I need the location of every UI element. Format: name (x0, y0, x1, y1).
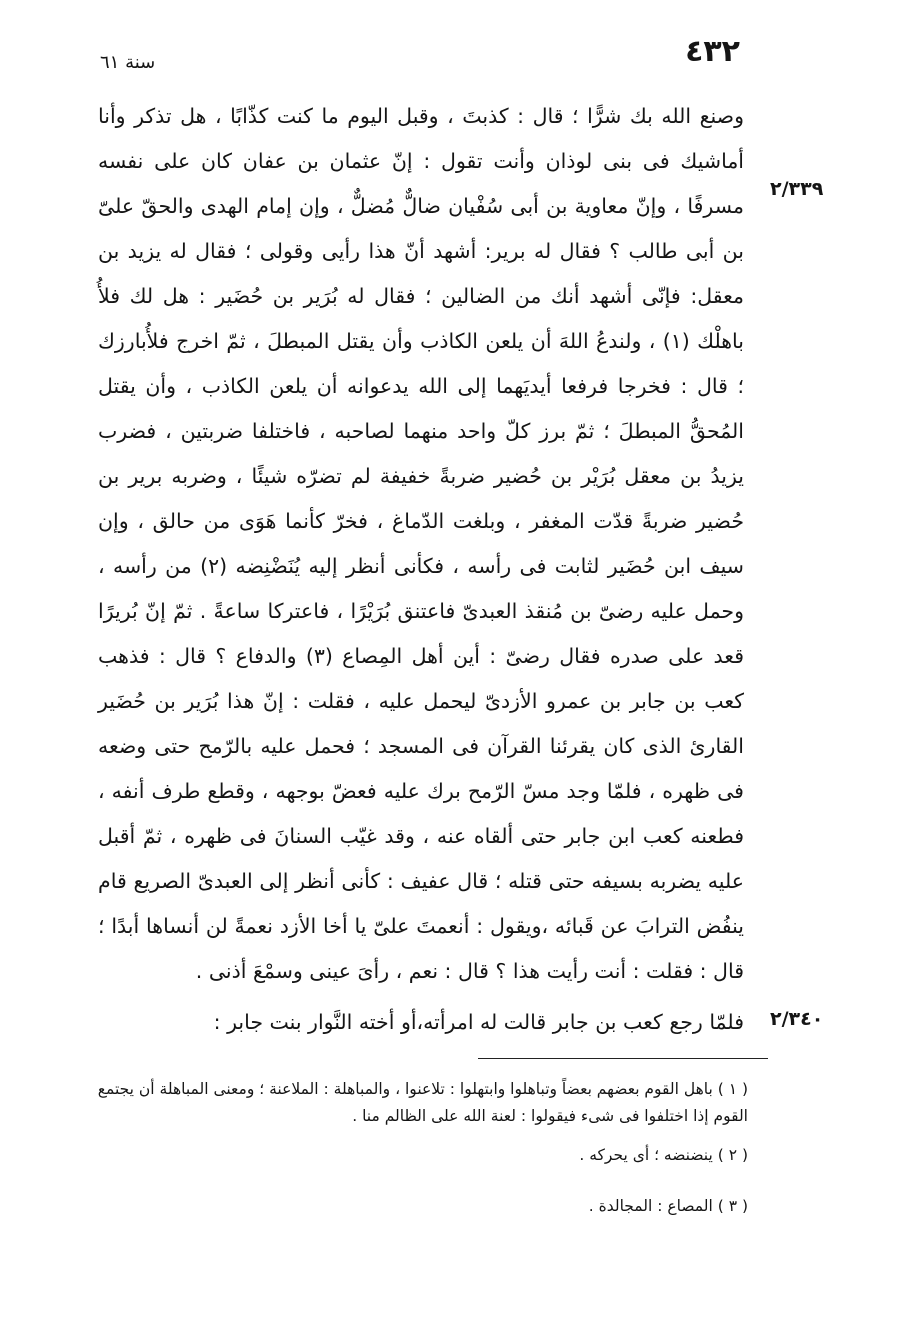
footnote-1: ( ١ ) باهل القوم بعضهم بعضاً وتباهلوا وابتهلوا : تلاعنوا ، والمباهلة : الملاعنة ؛ ومعنى المباهلة أن يجتمع القوم إذا اختلفوا فى شىء فيقولوا : لعنة الله على الظالم منا . (97, 1080, 748, 1125)
margin-reference-340: ٢/٣٤٠ (770, 1008, 824, 1030)
footnote-3: ( ٣ ) المصاع : المجالدة . (588, 1197, 748, 1215)
footnotes (96, 1076, 748, 1230)
footnote-separator-rule (478, 1058, 768, 1059)
running-head-year: سنة ٦١ (100, 52, 156, 73)
footnote-2: ( ٢ ) ينضنضه ؛ أى يحركه . (579, 1146, 748, 1164)
margin-reference-339: ٢/٣٣٩ (770, 178, 824, 200)
page-number: ٤٣٢ (685, 34, 740, 69)
page-header (100, 34, 740, 74)
main-paragraph-2: فلمّا رجع كعب بن جابر قالت له امرأته،أو أخته النَّوار بنت جابر : (213, 1010, 744, 1034)
main-paragraph-1: وصنع الله بك شرًّا ؛ قال : كذبتَ ، وقبل اليوم ما كنت كذّابًا ، هل تذكر وأنا أماشيك فى بنى لوذان وأنت تقول : إنّ عثمان بن عفان كان على نفسه مسرفًا ، وإنّ معاوية بن أبى سُفْيان ضالٌّ مُضلٌّ ، وإن إمام الهدى والحقّ علىّ بن أبى طالب ؟ فقال له برير: أشهد أنّ هذا رأيى وقولى ؛ فقال له يزيد بن معقل: فإنّى أشهد أنك من الضالين ؛ فقال له بُرَير بن حُضَير : هل لك فلأُ باهلْك (١) ، ولندعُ اللهَ أن يلعن الكاذب وأن يقتل المبطلَ ، ثمّ اخرج فلأُبارزك ؛ قال : فخرجا فرفعا أيديَهما إلى الله يدعوانه أن يلعن الكاذب ، وأن يقتل المُحقُّ المبطلَ ؛ ثمّ برز كلّ واحد منهما لصاحبه ، فاختلفا ضربتين ، فضرب يزيدُ بن معقل بُرَيْر بن حُضير ضربةً خفيفة لم تضرّه شيئًا ، وضربه برير بن حُضير ضربةً قدّت المغفر ، وبلغت الدّماغ ، فخرّ كأنما هَوَى من حالق ، وإن سيف ابن حُضَير لثابت فى رأسه ، فكأنى أنظر إليه يُنَضْنِضه (٢) من رأسه ، وحمل عليه رضىّ بن مُنقذ العبدىّ فاعتنق بُرَيْرًا ، فاعتركا ساعةً . ثمّ إنّ بُريرًا قعد على صدره فقال رضىّ : أين أهل المِصاع (٣) والدفاع ؟ قال : فذهب كعب بن جابر بن عمرو الأزدىّ ليحمل عليه ، فقلت : إنّ هذا بُرَير بن حُضَير القارئ الذى كان يقرئنا القرآن فى المسجد ؛ فحمل عليه بالرّمح حتى وضعه فى ظهره ، فلمّا وجد مسّ الرّمح برك عليه فعضّ بوجهه ، وقطع طرف أنفه ، فطعنه كعب ابن جابر حتى ألقاه عنه ، وقد غيّب السنانَ فى ظهره ، ثمّ أقبل عليه يضربه بسيفه حتى قتله ؛ قال عفيف : كأنى أنظر إلى العبدىّ الصريع قام ينفُض الترابَ عن قَبائه ،ويقول : أنعمتَ علىّ يا أخا الأزد نعمةً لن أنساها أبدًا ؛ قال : فقلت : أنت رأيت هذا ؟ قال : نعم ، رأىَ عينى وسمْعَ أذنى . (98, 104, 744, 983)
